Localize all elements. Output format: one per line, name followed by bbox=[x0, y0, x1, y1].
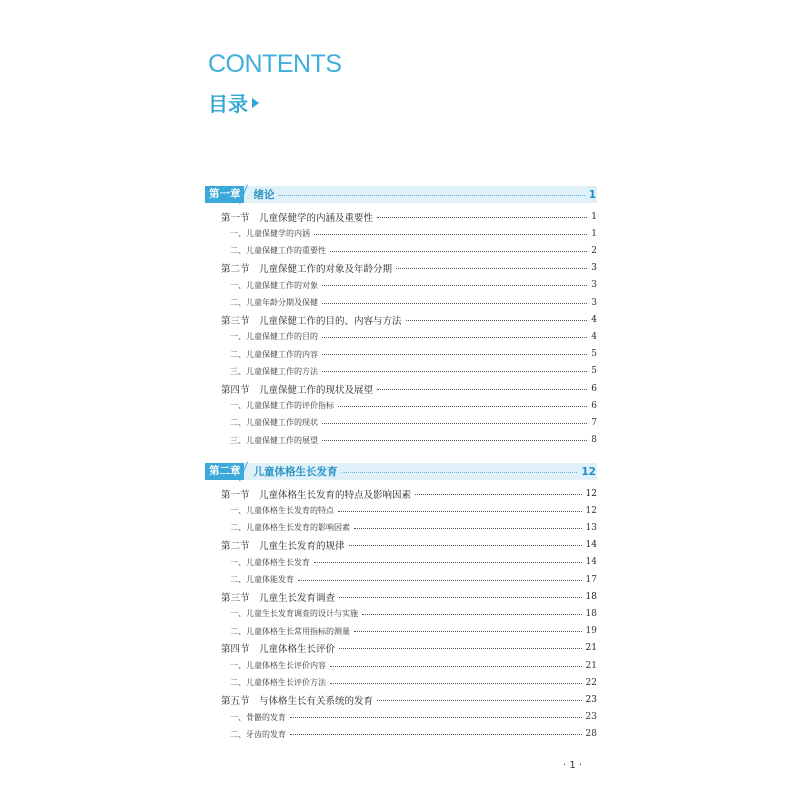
toc-section[interactable] bbox=[205, 313, 597, 327]
toc-section[interactable] bbox=[205, 693, 597, 707]
toc-item[interactable] bbox=[205, 727, 597, 741]
dot-leader bbox=[322, 370, 587, 372]
toc-section-label: 第五节 与体格生长有关系统的发育 bbox=[221, 695, 374, 707]
toc-item[interactable] bbox=[205, 227, 597, 241]
page-number-ref: 23 bbox=[585, 712, 597, 723]
page-number-ref: 14 bbox=[585, 557, 597, 568]
page-number-ref: 2 bbox=[591, 245, 597, 256]
dot-leader bbox=[279, 194, 585, 196]
toc-item[interactable] bbox=[205, 676, 597, 690]
chapter-number: 第一章 bbox=[205, 186, 244, 203]
toc-section-label: 第一节 儿童体格生长发育的特点及影响因素 bbox=[221, 489, 412, 501]
dot-leader bbox=[377, 216, 587, 218]
toc-item-label: 一、儿童体格生长发育的特点 bbox=[230, 506, 334, 516]
dot-leader bbox=[330, 665, 582, 667]
contents-heading: CONTENTS bbox=[208, 50, 342, 78]
page-number-ref: 3 bbox=[591, 280, 597, 291]
toc-item-label: 一、儿童保健工作的对象 bbox=[230, 280, 318, 290]
dot-leader bbox=[322, 302, 587, 304]
page-number-ref: 12 bbox=[585, 488, 597, 499]
page-number-ref: 5 bbox=[591, 366, 597, 377]
toc-section-label: 第四节 儿童体格生长评价 bbox=[221, 644, 336, 656]
toc-section-label: 第三节 儿童保健工作的目的、内容与方法 bbox=[221, 315, 402, 327]
toc-item[interactable] bbox=[205, 296, 597, 310]
dot-leader bbox=[339, 647, 582, 649]
chapter-title: 绪论 bbox=[253, 189, 275, 201]
toc-item-label: 一、儿童生长发育调查的设计与实施 bbox=[230, 609, 358, 619]
dot-leader bbox=[330, 682, 582, 684]
page-number: · 1 · bbox=[563, 760, 583, 771]
page-number-ref: 1 bbox=[591, 211, 597, 222]
toc-item-label: 一、儿童体格生长评价内容 bbox=[230, 661, 326, 670]
page-number-ref: 18 bbox=[585, 591, 597, 602]
dot-leader bbox=[354, 630, 582, 632]
dot-leader bbox=[342, 471, 578, 473]
dot-leader bbox=[322, 284, 587, 286]
page-number-ref: 28 bbox=[585, 729, 597, 740]
toc-item[interactable] bbox=[205, 347, 597, 361]
dot-leader bbox=[354, 527, 582, 529]
toc-item[interactable] bbox=[205, 710, 597, 724]
toc-section[interactable] bbox=[205, 261, 597, 275]
toc-item-label: 二、儿童体格生长常用指标的测量 bbox=[230, 626, 350, 636]
page-number-ref: 23 bbox=[585, 694, 597, 705]
toc-item-label: 二、儿童年龄分期及保健 bbox=[230, 298, 318, 307]
dot-leader bbox=[322, 353, 587, 355]
toc-section-label: 第三节 儿童生长发育调查 bbox=[221, 592, 336, 604]
dot-leader bbox=[338, 510, 582, 512]
page-number-ref: 14 bbox=[585, 540, 597, 551]
toc-item-label: 二、儿童保健工作的现状 bbox=[230, 418, 318, 428]
dot-leader bbox=[338, 405, 587, 407]
toc-item-label: 二、儿童体格生长评价方法 bbox=[230, 678, 326, 688]
toc-section[interactable] bbox=[205, 590, 597, 604]
dot-leader bbox=[362, 613, 582, 615]
toc-section[interactable] bbox=[205, 487, 597, 501]
toc-item[interactable] bbox=[205, 278, 597, 292]
toc-item[interactable] bbox=[205, 624, 597, 638]
toc-item-label: 一、儿童保健学的内涵 bbox=[230, 229, 310, 239]
dot-leader bbox=[290, 733, 582, 735]
dot-leader bbox=[415, 493, 582, 495]
toc-section[interactable] bbox=[205, 641, 597, 655]
toc-section[interactable] bbox=[205, 210, 597, 224]
toc-section[interactable] bbox=[205, 538, 597, 552]
dot-leader bbox=[322, 439, 587, 441]
toc-section-label: 第四节 儿童保健工作的现状及展望 bbox=[221, 384, 374, 396]
page-number-ref: 13 bbox=[585, 522, 597, 533]
toc-item[interactable] bbox=[205, 573, 597, 587]
page-number-ref: 12 bbox=[585, 505, 597, 516]
dot-leader bbox=[298, 579, 582, 581]
toc-title-text: 目录 bbox=[208, 92, 248, 116]
toc-item-label: 二、儿童体格生长发育的影响因素 bbox=[230, 523, 350, 533]
chapter-page: 12 bbox=[581, 465, 596, 478]
toc-item[interactable] bbox=[205, 607, 597, 621]
dot-leader bbox=[322, 422, 587, 424]
page-number-ref: 4 bbox=[591, 314, 597, 325]
toc-section-label: 第二节 儿童生长发育的规律 bbox=[221, 541, 345, 553]
dot-leader bbox=[349, 544, 582, 546]
toc-item[interactable] bbox=[205, 521, 597, 535]
page-number-ref: 1 bbox=[591, 228, 597, 239]
dot-leader bbox=[314, 233, 587, 235]
toc-item[interactable] bbox=[205, 399, 597, 413]
page-number-ref: 3 bbox=[591, 297, 597, 308]
chapter-heading[interactable] bbox=[205, 186, 597, 203]
toc-item-label: 一、儿童体格生长发育 bbox=[230, 557, 310, 567]
chapter-page: 1 bbox=[588, 188, 596, 201]
page-number-ref: 3 bbox=[591, 263, 597, 274]
toc-item[interactable] bbox=[205, 555, 597, 569]
toc-section[interactable] bbox=[205, 382, 597, 396]
toc-item[interactable] bbox=[205, 364, 597, 378]
toc-item-label: 一、骨骼的发育 bbox=[230, 712, 286, 722]
dot-leader bbox=[396, 267, 587, 269]
page-number-ref: 7 bbox=[591, 417, 597, 428]
page-number-ref: 19 bbox=[585, 626, 597, 637]
toc-section-label: 第一节 儿童保健学的内涵及重要性 bbox=[221, 212, 374, 224]
page-number-ref: 6 bbox=[591, 383, 597, 394]
triangle-arrow-icon bbox=[252, 98, 259, 108]
dot-leader bbox=[290, 716, 582, 718]
toc-item-label: 一、儿童保健工作的评价指标 bbox=[230, 401, 334, 411]
page-number-ref: 4 bbox=[591, 331, 597, 342]
dot-leader bbox=[377, 388, 587, 390]
toc-item-label: 二、儿童体能发育 bbox=[230, 575, 294, 584]
page-number-ref: 21 bbox=[585, 660, 597, 671]
page-number-ref: 6 bbox=[591, 400, 597, 411]
page-number-ref: 18 bbox=[585, 608, 597, 619]
page-number-ref: 22 bbox=[585, 677, 597, 688]
toc-item-label: 三、儿童保健工作的方法 bbox=[230, 366, 318, 376]
dot-leader bbox=[339, 596, 582, 598]
page-number-ref: 5 bbox=[591, 349, 597, 360]
chapter-number: 第二章 bbox=[205, 463, 244, 480]
page-number-ref: 17 bbox=[585, 574, 597, 585]
toc-item[interactable] bbox=[205, 330, 597, 344]
toc-item[interactable] bbox=[205, 416, 597, 430]
slash-divider bbox=[244, 186, 252, 203]
toc-item-label: 二、儿童保健工作的内容 bbox=[230, 349, 318, 359]
dot-leader bbox=[322, 336, 587, 338]
chapter-title: 儿童体格生长发育 bbox=[253, 466, 338, 478]
page-number-ref: 21 bbox=[585, 643, 597, 654]
slash-divider bbox=[244, 463, 252, 480]
toc-item-label: 三、儿童保健工作的展望 bbox=[230, 435, 318, 445]
dot-leader bbox=[377, 699, 582, 701]
dot-leader bbox=[406, 319, 587, 321]
page-number-ref: 8 bbox=[591, 435, 597, 446]
dot-leader bbox=[314, 561, 582, 563]
dot-leader bbox=[330, 250, 587, 252]
toc-item[interactable] bbox=[205, 244, 597, 258]
toc-item-label: 一、儿童保健工作的目的 bbox=[230, 332, 318, 342]
toc-item[interactable] bbox=[205, 504, 597, 518]
toc-item-label: 二、儿童保健工作的重要性 bbox=[230, 246, 326, 256]
toc-item[interactable] bbox=[205, 659, 597, 673]
toc-item-label: 二、牙齿的发育 bbox=[230, 729, 286, 739]
chapter-heading[interactable] bbox=[205, 463, 597, 480]
toc-title bbox=[208, 88, 259, 117]
toc-section-label: 第二节 儿童保健工作的对象及年龄分期 bbox=[221, 264, 393, 276]
toc-item[interactable] bbox=[205, 433, 597, 447]
